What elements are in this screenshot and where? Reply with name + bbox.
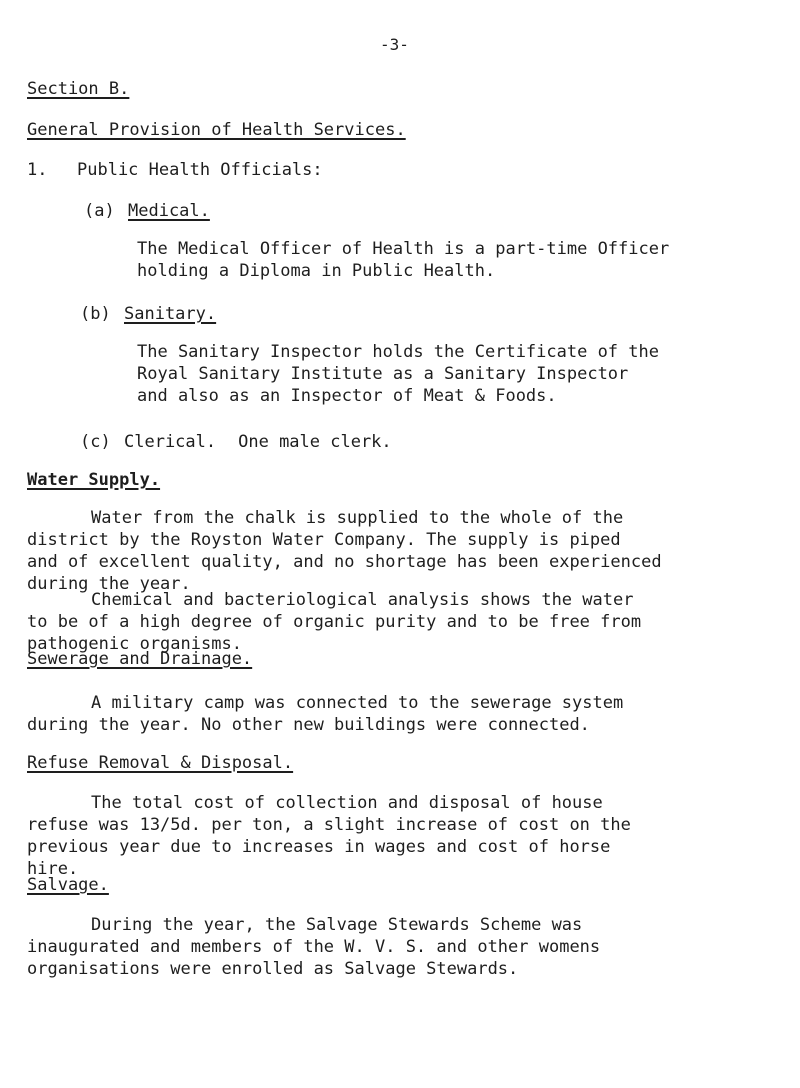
salvage-paragraph [27, 914, 600, 980]
text-line: The total cost of collection and disposal of house [91, 793, 603, 813]
public-health-officials-item [27, 159, 323, 181]
sanitary-heading: Sanitary. [124, 304, 217, 324]
medical-subheading [84, 200, 210, 222]
water-supply-heading: Water Supply. [27, 470, 161, 490]
text-line: inaugurated and members of the W. V. S. and other womens [27, 937, 601, 957]
section-heading: Section B. [27, 79, 130, 99]
text-line: refuse was 13/5d. per ton, a slight increase of cost on the [27, 815, 631, 835]
clerical-line [80, 431, 392, 453]
text-line: Royal Sanitary Institute as a Sanitary Inspector [137, 364, 629, 384]
medical-heading: Medical. [128, 201, 210, 221]
text-line: The Medical Officer of Health is a part-time Officer [137, 239, 670, 259]
medical-label: (a) [84, 201, 115, 221]
refuse-heading: Refuse Removal & Disposal. [27, 753, 294, 773]
text-line: and of excellent quality, and no shortage has been experienced [27, 552, 662, 572]
text-line: Chemical and bacteriological analysis shows the water [91, 590, 634, 610]
sanitary-subheading [80, 303, 216, 325]
water-supply-paragraph-2 [27, 589, 641, 655]
refuse-paragraph [27, 792, 631, 880]
page-number: -3- [380, 35, 409, 54]
general-provision-heading: General Provision of Health Services. [27, 120, 406, 140]
text-line: The Sanitary Inspector holds the Certificate of the [137, 342, 659, 362]
sanitary-paragraph [137, 341, 659, 407]
text-line: district by the Royston Water Company. The supply is piped [27, 530, 621, 550]
clerical-label: (c) [80, 432, 111, 452]
text-line: hire. [27, 859, 79, 879]
clerical-text: One male clerk. [238, 432, 392, 452]
salvage-heading: Salvage. [27, 875, 109, 895]
text-line: during the year. No other new buildings were connected. [27, 715, 590, 735]
text-line: and also as an Inspector of Meat & Foods. [137, 386, 557, 406]
text-line: to be of a high degree of organic purity and to be free from [27, 612, 642, 632]
medical-paragraph [137, 238, 669, 282]
text-line: During the year, the Salvage Stewards Scheme was [91, 915, 583, 935]
water-supply-paragraph-1 [27, 507, 662, 595]
item-title: Public Health Officials: [77, 160, 323, 180]
text-line: Water from the chalk is supplied to the whole of the [91, 508, 624, 528]
text-line: organisations were enrolled as Salvage Stewards. [27, 959, 519, 979]
sewerage-heading: Sewerage and Drainage. [27, 649, 253, 669]
text-line: holding a Diploma in Public Health. [137, 261, 496, 281]
sanitary-label: (b) [80, 304, 111, 324]
text-line: previous year due to increases in wages and cost of horse [27, 837, 611, 857]
sewerage-paragraph [27, 692, 623, 736]
item-number: 1. [27, 160, 48, 180]
text-line: during the year. [27, 574, 191, 594]
text-line: pathogenic organisms. [27, 634, 242, 654]
text-line: A military camp was connected to the sewerage system [91, 693, 624, 713]
clerical-heading: Clerical. [124, 432, 217, 452]
